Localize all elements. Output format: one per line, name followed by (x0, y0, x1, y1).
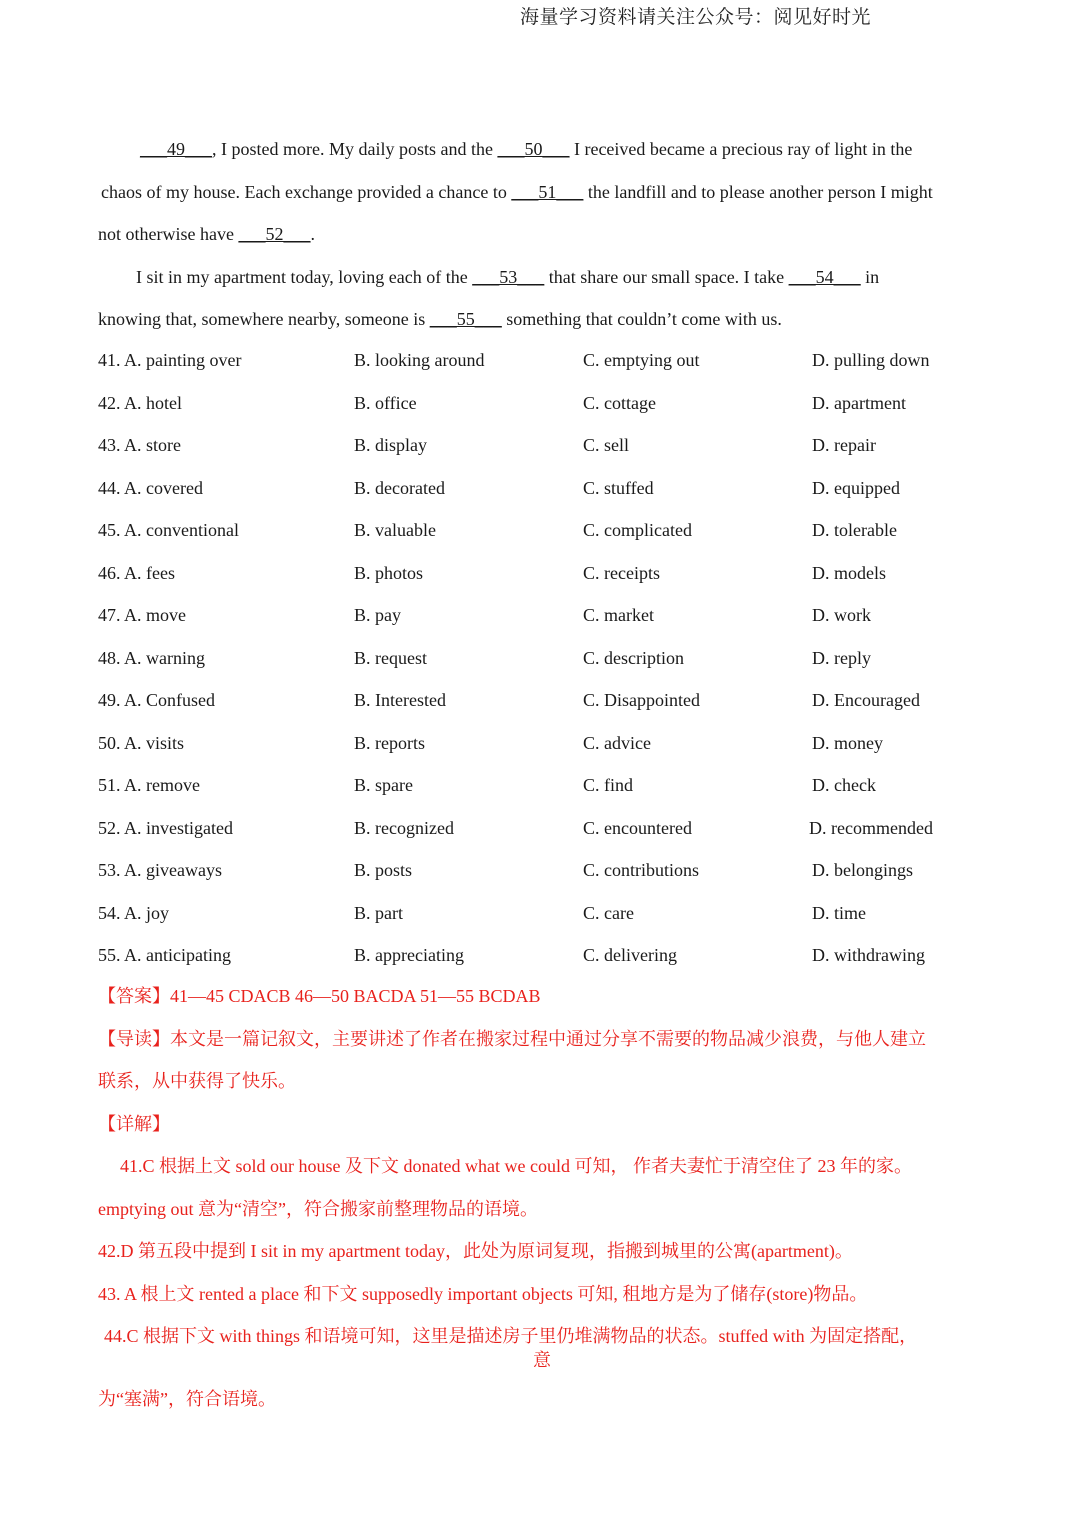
option-d: D. withdrawing (812, 945, 925, 965)
option-row-52 (98, 807, 988, 850)
option-c: C. find (583, 775, 634, 795)
option-row-53 (98, 849, 988, 892)
option-c: C. stuffed (583, 477, 654, 498)
option-a: 41. A. painting over (98, 350, 242, 370)
passage-text: I received became a precious ray of light in the (569, 139, 913, 159)
option-row-54 (98, 892, 988, 935)
option-a: 45. A. conventional (98, 520, 239, 540)
option-c: C. sell (583, 435, 630, 455)
option-c: C. contributions (583, 860, 699, 880)
passage-text: that share our small space. I take (544, 266, 789, 287)
option-b: B. display (354, 435, 428, 455)
option-row-48 (98, 637, 988, 680)
passage-line (98, 171, 988, 214)
answer-key: 【答案】41—45 CDACB 46—50 BACDA 51—55 BCDAB (98, 986, 541, 1006)
option-row-50 (98, 722, 988, 765)
option-c: C. receipts (583, 562, 660, 583)
passage-text: , I posted more. My daily posts and the (212, 139, 498, 159)
option-row-45 (98, 509, 988, 552)
blank-55: ___55___ (429, 309, 502, 330)
option-c: C. market (583, 605, 654, 625)
option-row-51 (98, 764, 988, 807)
passage-line (98, 213, 988, 256)
option-b: B. looking around (354, 350, 485, 370)
option-c: C. cottage (583, 392, 656, 413)
option-d: D. models (812, 562, 886, 583)
passage-text: . (310, 224, 315, 245)
option-a: 44. A. covered (98, 477, 203, 498)
explanation-44-cont: 为“塞满”，符合语境。 (98, 1388, 276, 1409)
passage-text: the landfill and to please another person I might (583, 181, 933, 202)
passage-line (98, 298, 988, 341)
option-b: B. Interested (354, 690, 446, 710)
wrapped-character: 意 (533, 1350, 551, 1370)
option-d: D. time (812, 902, 866, 923)
option-b: B. part (354, 902, 403, 923)
option-b: B. posts (354, 860, 413, 880)
option-b: B. reports (354, 732, 425, 753)
option-d: D. apartment (812, 392, 906, 413)
option-a: 52. A. investigated (98, 817, 233, 838)
option-d: D. pulling down (812, 350, 930, 370)
option-d: D. equipped (812, 477, 900, 498)
detail-heading: 【详解】 (98, 1113, 170, 1134)
option-row-43 (98, 424, 988, 467)
option-b: B. spare (354, 775, 413, 795)
option-c: C. description (583, 647, 684, 668)
option-c: C. delivering (583, 945, 677, 965)
option-d: D. money (812, 732, 883, 753)
passage-line (98, 256, 988, 299)
option-a: 50. A. visits (98, 732, 185, 753)
option-c: C. care (583, 902, 634, 923)
option-d: D. reply (812, 647, 871, 668)
explanation-44: 44.C 根据下文 with things 和语境可知，这里是描述房子里仍堆满物品的状态。stuffed with 为固定搭配， (104, 1326, 918, 1346)
passage-text: in (860, 266, 880, 287)
guide-line: 联系，从中获得了快乐。 (98, 1071, 296, 1091)
option-a: 54. A. joy (98, 902, 170, 923)
option-row-47 (98, 594, 988, 637)
passage-text: knowing that, somewhere nearby, someone is (98, 309, 430, 330)
option-row-49 (98, 679, 988, 722)
option-b: B. request (354, 647, 427, 668)
option-b: B. pay (354, 605, 401, 625)
option-c: C. encountered (583, 817, 692, 838)
option-d: D. work (812, 605, 871, 625)
guide-line: 【导读】本文是一篇记叙文，主要讲述了作者在搬家过程中通过分享不需要的物品减少浪费，与他人建立 (98, 1028, 926, 1049)
blank-51: ___51___ (511, 181, 584, 202)
option-c: C. Disappointed (583, 690, 700, 710)
option-a: 42. A. hotel (98, 392, 182, 413)
option-a: 46. A. fees (98, 562, 175, 583)
option-c: C. complicated (583, 520, 692, 540)
option-a: 53. A. giveaways (98, 860, 222, 880)
option-a: 51. A. remove (98, 775, 200, 795)
explanation-43: 43. A 根上文 rented a place 和下文 supposedly important objects 可知, 租地方是为了储存(store)物品。 (98, 1283, 868, 1304)
passage-text: not otherwise have (98, 224, 239, 245)
option-b: B. valuable (354, 520, 436, 540)
cloze-passage (98, 128, 988, 341)
option-row-55 (98, 934, 988, 977)
blank-52: ___52___ (238, 224, 311, 245)
option-b: B. appreciating (354, 945, 464, 965)
option-row-44 (98, 467, 988, 510)
blank-49: ___49___ (140, 139, 212, 159)
option-b: B. recognized (354, 817, 454, 838)
option-row-41 (98, 339, 988, 382)
option-b: B. decorated (354, 477, 445, 498)
option-d: D. tolerable (812, 520, 897, 540)
option-d: D. check (812, 775, 876, 795)
option-c: C. emptying out (583, 350, 700, 370)
blank-50: ___50___ (497, 139, 570, 159)
option-a: 43. A. store (98, 435, 181, 455)
option-a: 48. A. warning (98, 647, 205, 668)
option-a: 49. A. Confused (98, 690, 215, 710)
option-row-42 (98, 382, 988, 425)
option-a: 55. A. anticipating (98, 945, 231, 965)
passage-text: I sit in my apartment today, loving each of the (136, 266, 473, 287)
option-b: B. office (354, 392, 417, 413)
passage-text: chaos of my house. Each exchange provided a chance to (101, 181, 512, 202)
option-d: D. Encouraged (812, 690, 920, 710)
answer-options (98, 339, 988, 977)
option-d: D. recommended (809, 817, 933, 838)
option-b: B. photos (354, 562, 424, 583)
blank-53: ___53___ (472, 266, 545, 287)
passage-line (98, 128, 988, 171)
explanation-41: 41.C 根据上文 sold our house 及下文 donated what we could 可知， 作者夫妻忙于清空住了 23 年的家。 (120, 1156, 912, 1176)
option-row-46 (98, 552, 988, 595)
option-c: C. advice (583, 732, 651, 753)
page-header-notice: 海量学习资料请关注公众号：阅见好时光 (520, 7, 872, 28)
blank-54: ___54___ (788, 266, 861, 287)
passage-text: something that couldn’t come with us. (501, 309, 782, 330)
option-a: 47. A. move (98, 605, 186, 625)
option-d: D. belongings (812, 860, 913, 880)
explanation-42: 42.D 第五段中提到 I sit in my apartment today，此处为原词复现，指搬到城里的公寓(apartment)。 (98, 1241, 853, 1261)
explanation-41-cont: emptying out 意为“清空”，符合搬家前整理物品的语境。 (98, 1198, 538, 1219)
option-d: D. repair (812, 435, 876, 455)
